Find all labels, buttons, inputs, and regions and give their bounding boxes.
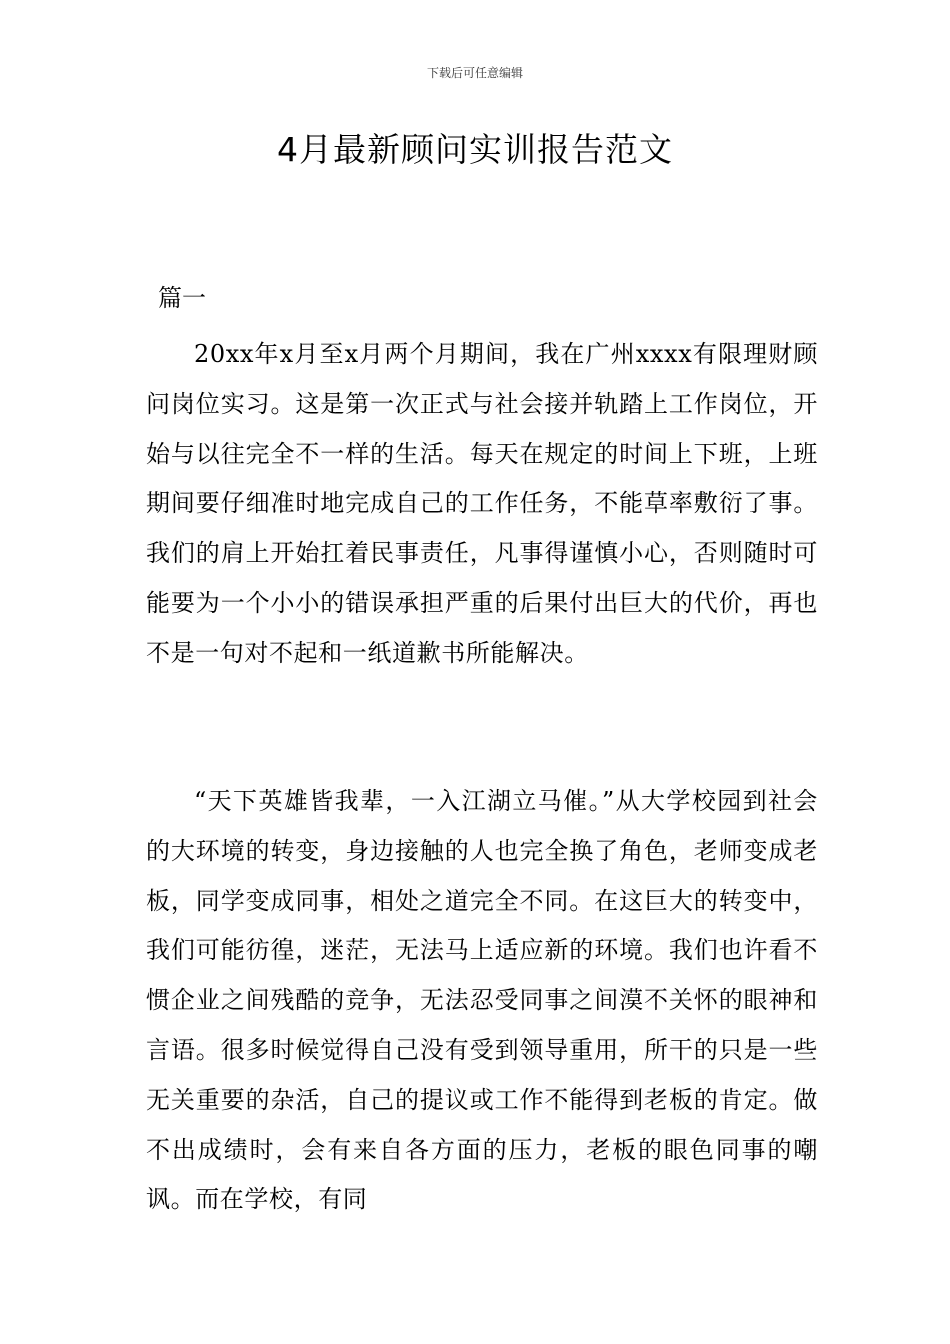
header-note: 下载后可任意编辑	[426, 66, 523, 80]
section-heading: 篇一	[158, 284, 206, 312]
body-paragraph-2: “天下英雄皆我辈，一入江湖立马催。”从大学校园到社会的大环境的转变，身边接触的人也完全换了角色，老师变成老板，同学变成同事，相处之道完全不同。在这巨大的转变中，我们可能彷徨，迷茫，无法马上适应新的环境。我们也许看不惯企业之间残酷的竞争，无法忍受同事之间漠不关怀的眼神和言语。很多时候觉得自己没有受到领导重用，所干的只是一些无关重要的杂活，自己的提议或工作不能得到老板的肯定。做不出成绩时，会有来自各方面的压力，老板的眼色同事的嘲讽。而在学校，有同	[146, 787, 818, 1214]
document-title: 4月最新顾问实训报告范文	[277, 130, 673, 169]
body-paragraph-1: 20xx年x月至x月两个月期间，我在广州xxxx有限理财顾问岗位实习。这是第一次正式与社会接并轨踏上工作岗位，开始与以往完全不一样的生活。每天在规定的时间上下班，上班期间要仔细准时地完成自己的工作任务，不能草率敷衍了事。我们的肩上开始扛着民事责任，凡事得谨慎小心，否则随时可能要为一个小小的错误承担严重的后果付出巨大的代价，再也不是一句对不起和一纸道歉书所能解决。	[146, 340, 818, 667]
